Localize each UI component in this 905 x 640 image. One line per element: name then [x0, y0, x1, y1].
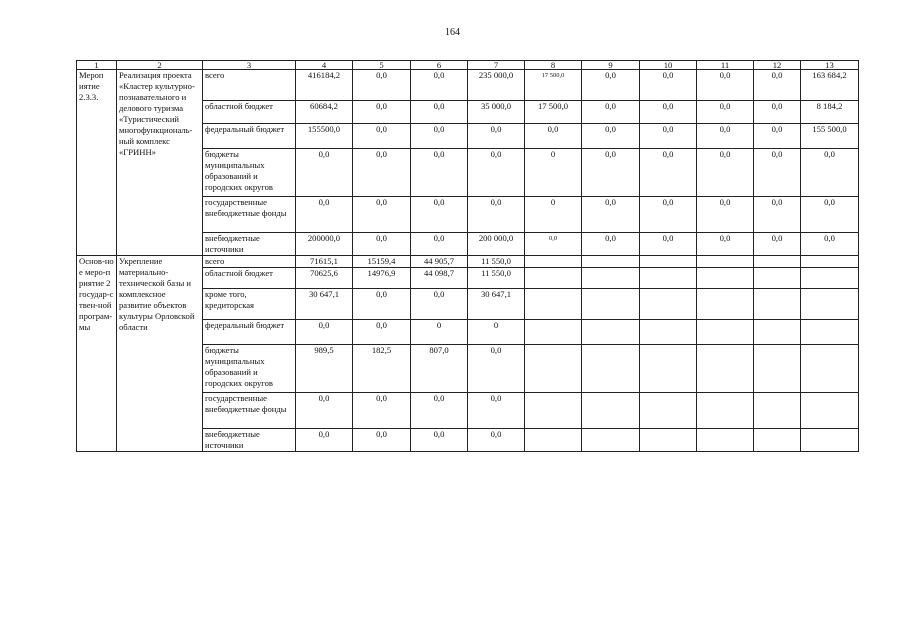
value-cell — [754, 320, 801, 345]
value-cell: 60684,2 — [296, 101, 353, 124]
value-cell — [525, 289, 582, 320]
value-cell — [697, 289, 754, 320]
value-cell: 0,0 — [754, 70, 801, 101]
block1-code-cell: Мероп иятие 2.3.3. — [77, 70, 117, 256]
funding-source-label: всего — [203, 256, 296, 268]
block1-row — [77, 70, 859, 101]
value-cell — [697, 320, 754, 345]
value-cell: 0,0 — [468, 149, 525, 197]
value-cell: 0,0 — [640, 233, 697, 256]
value-cell: 416184,2 — [296, 70, 353, 101]
value-cell — [525, 320, 582, 345]
value-cell: 0,0 — [697, 197, 754, 233]
value-cell — [640, 429, 697, 452]
value-cell: 44 098,7 — [411, 268, 468, 289]
value-cell: 0,0 — [468, 345, 525, 393]
value-cell: 0,0 — [296, 149, 353, 197]
column-header-5: 5 — [353, 61, 411, 70]
value-cell: 0,0 — [353, 393, 411, 429]
value-cell: 30 647,1 — [468, 289, 525, 320]
value-cell: 0,0 — [353, 289, 411, 320]
value-cell: 0,0 — [468, 393, 525, 429]
value-cell — [525, 345, 582, 393]
block2-title-cell: Укрепление материально-технической базы и комплексное развитие объектов культуры Орловской области — [117, 256, 203, 452]
value-cell: 8 184,2 — [801, 101, 859, 124]
value-cell: 0,0 — [754, 149, 801, 197]
value-cell: 0,0 — [754, 233, 801, 256]
column-header-13: 13 — [801, 61, 859, 70]
value-cell: 0,0 — [697, 70, 754, 101]
value-cell: 0,0 — [582, 197, 640, 233]
block2-row — [77, 256, 859, 268]
value-cell: 0,0 — [296, 429, 353, 452]
value-cell — [754, 345, 801, 393]
value-cell: 71615,1 — [296, 256, 353, 268]
value-cell: 0,0 — [525, 124, 582, 149]
funding-source-label: областной бюджет — [203, 101, 296, 124]
value-cell: 35 000,0 — [468, 101, 525, 124]
value-cell — [582, 393, 640, 429]
value-cell — [754, 393, 801, 429]
value-cell: 0,0 — [353, 124, 411, 149]
value-cell — [754, 289, 801, 320]
value-cell — [525, 268, 582, 289]
budget-table — [76, 60, 859, 452]
block1-title-cell: Реализация проекта «Кластер культурно-познавательного и делового туризма «Туристический многофункциональ-ный комплекс «ГРИНН» — [117, 70, 203, 256]
funding-source-label: бюджеты муниципальных образований и городских округов — [203, 345, 296, 393]
funding-source-label: кроме того, кредиторская — [203, 289, 296, 320]
value-cell: 200000,0 — [296, 233, 353, 256]
value-cell: 0,0 — [411, 70, 468, 101]
value-cell — [801, 345, 859, 393]
value-cell: 15159,4 — [353, 256, 411, 268]
value-cell — [582, 429, 640, 452]
value-cell: 17 500,0 — [525, 70, 582, 101]
value-cell — [801, 256, 859, 268]
value-cell: 0 — [468, 320, 525, 345]
value-cell: 155 500,0 — [801, 124, 859, 149]
value-cell: 0,0 — [353, 101, 411, 124]
column-header-10: 10 — [640, 61, 697, 70]
value-cell: 182,5 — [353, 345, 411, 393]
value-cell: 11 550,0 — [468, 256, 525, 268]
value-cell: 17 500,0 — [525, 101, 582, 124]
value-cell: 0,0 — [697, 101, 754, 124]
value-cell: 0,0 — [411, 429, 468, 452]
value-cell: 70625,6 — [296, 268, 353, 289]
value-cell: 0,0 — [754, 124, 801, 149]
page-number: 164 — [445, 27, 460, 38]
value-cell: 0 — [525, 197, 582, 233]
value-cell: 0,0 — [411, 197, 468, 233]
value-cell: 0,0 — [296, 320, 353, 345]
value-cell: 0,0 — [582, 70, 640, 101]
value-cell: 0,0 — [411, 393, 468, 429]
funding-source-label: федеральный бюджет — [203, 320, 296, 345]
funding-source-label: государственные внебюджетные фонды — [203, 393, 296, 429]
value-cell: 0,0 — [640, 101, 697, 124]
value-cell — [525, 256, 582, 268]
value-cell: 163 684,2 — [801, 70, 859, 101]
value-cell: 0,0 — [754, 197, 801, 233]
value-cell: 0,0 — [296, 393, 353, 429]
value-cell — [801, 393, 859, 429]
value-cell: 235 000,0 — [468, 70, 525, 101]
value-cell — [582, 256, 640, 268]
value-cell: 0,0 — [582, 149, 640, 197]
value-cell — [697, 345, 754, 393]
column-header-2: 2 — [117, 61, 203, 70]
value-cell — [640, 393, 697, 429]
value-cell — [582, 345, 640, 393]
header-row — [77, 61, 859, 70]
value-cell — [640, 256, 697, 268]
value-cell — [754, 429, 801, 452]
funding-source-label: государственные внебюджетные фонды — [203, 197, 296, 233]
value-cell — [640, 268, 697, 289]
value-cell: 0,0 — [353, 197, 411, 233]
funding-source-label: федеральный бюджет — [203, 124, 296, 149]
value-cell: 0,0 — [411, 124, 468, 149]
value-cell: 0,0 — [801, 197, 859, 233]
value-cell: 0,0 — [582, 233, 640, 256]
funding-source-label: внебюджетные источники — [203, 429, 296, 452]
value-cell — [754, 256, 801, 268]
value-cell: 0,0 — [801, 233, 859, 256]
value-cell — [801, 320, 859, 345]
value-cell: 0,0 — [640, 70, 697, 101]
value-cell: 14976,9 — [353, 268, 411, 289]
value-cell: 0,0 — [468, 197, 525, 233]
column-header-9: 9 — [582, 61, 640, 70]
value-cell: 0,0 — [468, 124, 525, 149]
value-cell: 0,0 — [640, 197, 697, 233]
value-cell: 0,0 — [697, 124, 754, 149]
value-cell — [582, 268, 640, 289]
column-header-8: 8 — [525, 61, 582, 70]
value-cell: 0,0 — [296, 197, 353, 233]
value-cell: 155500,0 — [296, 124, 353, 149]
table-body — [77, 61, 859, 452]
value-cell: 0,0 — [801, 149, 859, 197]
value-cell: 989,5 — [296, 345, 353, 393]
value-cell: 30 647,1 — [296, 289, 353, 320]
column-header-6: 6 — [411, 61, 468, 70]
value-cell: 0,0 — [411, 233, 468, 256]
value-cell — [754, 268, 801, 289]
value-cell: 0,0 — [697, 149, 754, 197]
value-cell: 0,0 — [640, 124, 697, 149]
value-cell — [640, 320, 697, 345]
value-cell — [697, 268, 754, 289]
value-cell — [525, 393, 582, 429]
value-cell — [525, 429, 582, 452]
value-cell — [801, 289, 859, 320]
value-cell — [801, 429, 859, 452]
value-cell: 0,0 — [754, 101, 801, 124]
column-header-4: 4 — [296, 61, 353, 70]
value-cell — [697, 429, 754, 452]
value-cell: 0,0 — [468, 429, 525, 452]
value-cell: 0,0 — [697, 233, 754, 256]
value-cell: 0,0 — [353, 429, 411, 452]
value-cell: 200 000,0 — [468, 233, 525, 256]
column-header-3: 3 — [203, 61, 296, 70]
value-cell: 11 550,0 — [468, 268, 525, 289]
value-cell: 0,0 — [525, 233, 582, 256]
value-cell: 0,0 — [353, 233, 411, 256]
funding-source-label: бюджеты муниципальных образований и городских округов — [203, 149, 296, 197]
value-cell — [582, 289, 640, 320]
value-cell: 0,0 — [582, 101, 640, 124]
funding-source-label: внебюджетные источники — [203, 233, 296, 256]
funding-source-label: областной бюджет — [203, 268, 296, 289]
column-header-11: 11 — [697, 61, 754, 70]
value-cell — [697, 393, 754, 429]
value-cell: 0,0 — [353, 320, 411, 345]
value-cell — [582, 320, 640, 345]
block2-code-cell: Основ-ное меро-приятие 2 государ-ствен-ной програм-мы — [77, 256, 117, 452]
column-header-7: 7 — [468, 61, 525, 70]
value-cell: 0,0 — [411, 101, 468, 124]
value-cell: 0,0 — [411, 149, 468, 197]
column-header-1: 1 — [77, 61, 117, 70]
value-cell: 807,0 — [411, 345, 468, 393]
value-cell: 0,0 — [353, 70, 411, 101]
value-cell — [697, 256, 754, 268]
value-cell: 0,0 — [353, 149, 411, 197]
value-cell: 0 — [411, 320, 468, 345]
funding-source-label: всего — [203, 70, 296, 101]
value-cell — [640, 289, 697, 320]
value-cell: 44 905,7 — [411, 256, 468, 268]
value-cell: 0,0 — [582, 124, 640, 149]
value-cell — [640, 345, 697, 393]
value-cell: 0,0 — [411, 289, 468, 320]
value-cell — [801, 268, 859, 289]
value-cell: 0 — [525, 149, 582, 197]
value-cell: 0,0 — [640, 149, 697, 197]
column-header-12: 12 — [754, 61, 801, 70]
